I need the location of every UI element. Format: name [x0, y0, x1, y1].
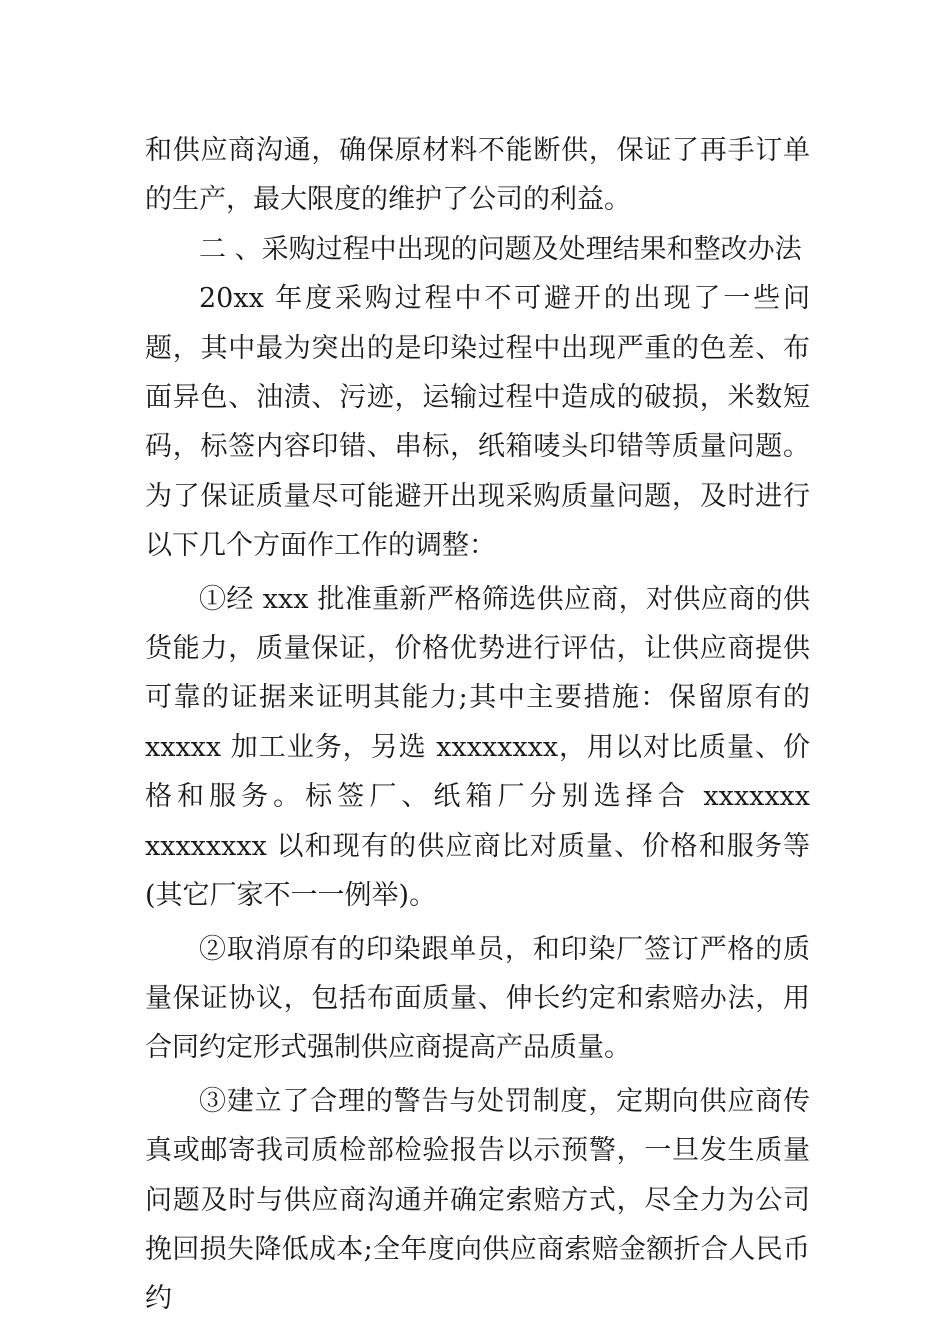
paragraph-problems: 20xx 年度采购过程中不可避开的出现了一些问题，其中最为突出的是印染过程中出现严重的色差、布面异色、油渍、污迹，运输过程中造成的破损，米数短码，标签内容印错、串标，纸箱唛头印错等质量问题。为了保证质量尽可能避开出现采购质量问题，及时进行以下几个方面作工作的调整：: [145, 283, 810, 562]
paragraph-continuation: 和供应商沟通，确保原材料不能断供，保证了再手订单的生产，最大限度的维护了公司的利益。: [145, 135, 810, 216]
document-body: [145, 126, 810, 1324]
section-heading: 二 、采购过程中出现的问题及处理结果和整改办法: [199, 233, 802, 265]
paragraph-measure-2: ②取消原有的印染跟单员，和印染厂签订严格的质量保证协议，包括布面质量、伸长约定和索赔办法，用合同约定形式强制供应商提高产品质量。: [145, 933, 810, 1064]
paragraph-measure-1: ①经 xxx 批准重新严格筛选供应商，对供应商的供货能力，质量保证，价格优势进行评估，让供应商提供可靠的证据来证明其能力;其中主要措施：保留原有的 xxxxx 加工业务，另选 xxxxxxxx，用以对比质量、价格和服务。标签厂、纸箱厂分别选择合 xxxxxxx xxxxxxxx 以和现有的供应商比对质量、价格和服务等(其它厂家不一一例举)。: [145, 583, 810, 912]
paragraph-measure-3: ③建立了合理的警告与处罚制度，定期向供应商传真或邮寄我司质检部检验报告以示预警，一旦发生质量问题及时与供应商沟通并确定索赔方式，尽全力为公司挽回损失降低成本;全年度向供应商索赔金额折合人民币约: [145, 1085, 810, 1315]
